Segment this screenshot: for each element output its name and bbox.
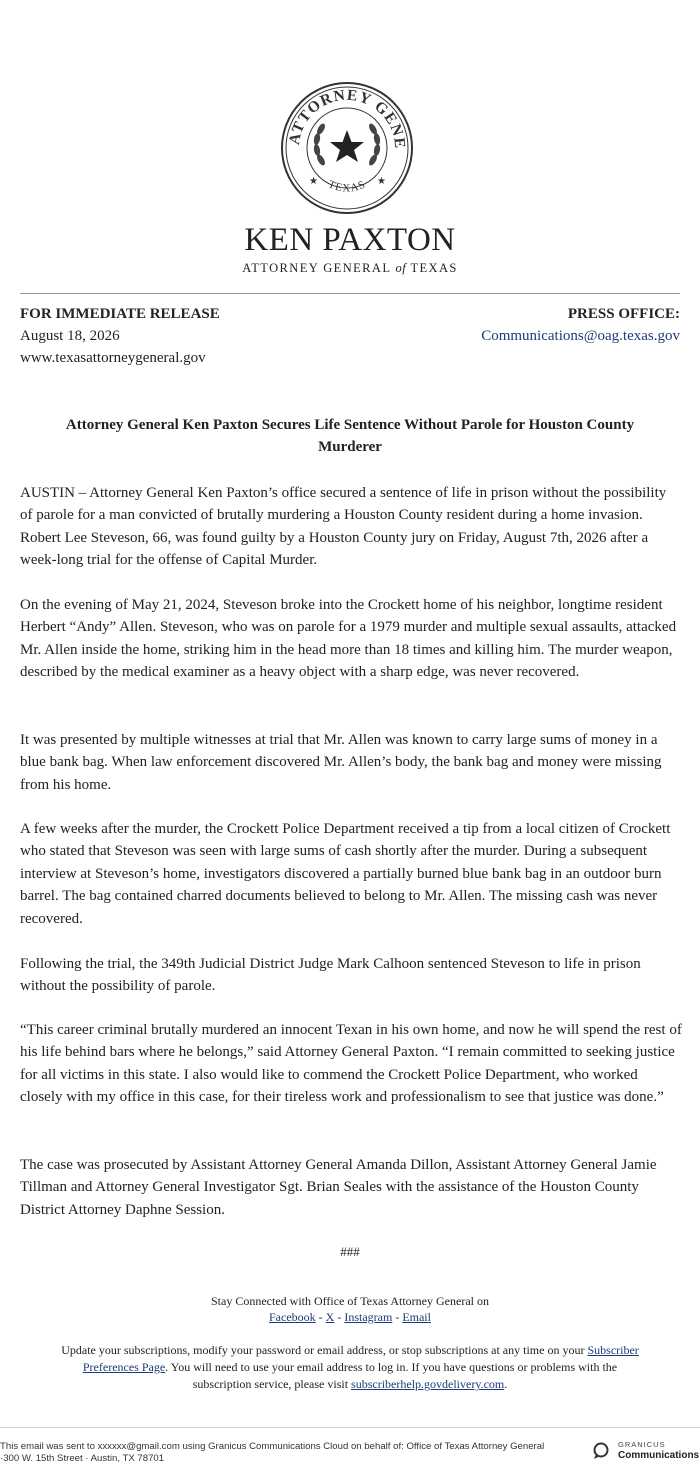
facebook-link[interactable]: Facebook xyxy=(269,1310,316,1324)
granicus-brand-top: GRANICUS xyxy=(618,1440,666,1449)
link-separator: - xyxy=(315,1310,326,1324)
subscription-notice xyxy=(60,1342,640,1393)
chat-bubble-icon xyxy=(592,1441,612,1461)
website-link[interactable]: www.texasattorneygeneral.gov xyxy=(20,350,206,366)
svg-text:★: ★ xyxy=(309,176,318,187)
instagram-link[interactable]: Instagram xyxy=(344,1310,393,1324)
link-separator: - xyxy=(334,1310,345,1324)
attorney-general-seal xyxy=(279,80,415,216)
footer-line-1: This email was sent to xxxxxx@gmail.com using Granicus Communications Cloud on behalf of: Office of Texas Attorney General xyxy=(0,1441,545,1452)
press-email-link[interactable]: Communications@oag.texas.gov xyxy=(481,328,680,344)
end-mark: ### xyxy=(340,1244,360,1259)
footer-text xyxy=(0,1441,590,1465)
seal-bottom-text: TEXAS xyxy=(326,178,368,195)
subscription-text-2: . You will need to use your email address to log in. If you have questions or problems with the subscription service, please visit xyxy=(165,1360,618,1391)
granicus-brand-bottom: Communications xyxy=(618,1450,700,1461)
press-office xyxy=(481,303,680,347)
release-info xyxy=(20,303,220,369)
header-divider xyxy=(20,293,680,294)
stay-connected-text: Stay Connected with Office of Texas Attorney General on xyxy=(211,1294,489,1308)
paragraph-7: The case was prosecuted by Assistant Attorney General Amanda Dillon, Assistant Attorney General Jamie Tillman and Attorney General Investigator Sgt. Brian Seales with the assistance of the Houston County District Attorney Daphne Session. xyxy=(20,1157,657,1218)
paragraph-5: Following the trial, the 349th Judicial District Judge Mark Calhoon sentenced Steveson to life in prison without the possibility of parole. xyxy=(20,956,641,995)
social-section xyxy=(0,1293,700,1325)
email-link[interactable]: Email xyxy=(402,1310,431,1324)
paragraph-4: A few weeks after the murder, the Crockett Police Department received a tip from a local citizen of Crockett who stated that Steveson was seen with large sums of cash shortly after the murder. During a subsequent interview at Steveson’s home, investigators discovered a partially burned blue bank bag in an outdoor burn barrel. The bag contained charred documents believed to belong to Mr. Allen. The missing cash was never recovered. xyxy=(20,821,671,927)
paragraph-1: AUSTIN – Attorney General Ken Paxton’s office secured a sentence of life in prison without the possibility of parole for a man convicted of brutally murdering a Houston County resident during a home invasion. Robert Lee Steveson, 66, was found guilty by a Houston County jury on Friday, August 7th, 2026 after a week-long trial for the offense of Capital Murder. xyxy=(20,485,667,569)
paragraph-6: “This career criminal brutally murdered an innocent Texan in his own home, and now he will spend the rest of his life behind bars where he belongs,” said Attorney General Paxton. “I remain committed to seeking justice for all victims in this state. I also would like to commend the Crockett Police Department, who worked closely with my office in this case, for their tireless work and professionalism to see that justice was done.” xyxy=(20,1022,682,1106)
subscriber-help-link[interactable]: subscriberhelp.govdelivery.com xyxy=(351,1377,505,1391)
seal-arc-text: ATTORNEY GENE xyxy=(285,86,409,150)
press-office-label: PRESS OFFICE: xyxy=(567,306,680,322)
paragraph-3: It was presented by multiple witnesses at trial that Mr. Allen was known to carry large sums of money in a blue bank bag. When law enforcement discovered Mr. Allen’s body, the bank bag and money were missing from his home. xyxy=(20,732,662,793)
article-title: Attorney General Ken Paxton Secures Life Sentence Without Parole for Houston County Murderer xyxy=(65,417,635,455)
footer-divider xyxy=(0,1427,700,1428)
brand-subtitle-pre: ATTORNEY GENERAL xyxy=(242,261,396,275)
brand-subtitle-of: of xyxy=(395,261,407,275)
subscription-text-3: . xyxy=(504,1377,508,1391)
granicus-logo[interactable] xyxy=(592,1439,700,1465)
brand-subtitle xyxy=(0,261,700,276)
svg-text:★: ★ xyxy=(377,176,386,187)
subscriber-preferences-link[interactable]: Subscriber Preferences Page xyxy=(82,1343,639,1374)
svg-text:TEXAS xyxy=(326,178,367,194)
subscription-text-1: Update your subscriptions, modify your password or email address, or stop subscriptions at any time on your xyxy=(61,1343,588,1357)
brand-subtitle-post: TEXAS xyxy=(406,261,458,275)
link-separator: - xyxy=(392,1310,403,1324)
x-link[interactable]: X xyxy=(325,1310,335,1324)
release-label: FOR IMMEDIATE RELEASE xyxy=(20,306,220,322)
paragraph-2: On the evening of May 21, 2024, Steveson broke into the Crockett home of his neighbor, longtime resident Herbert “Andy” Allen. Steveson, who was on parole for a 1979 murder and multiple sexual assaults, attacked Mr. Allen inside the home, striking him in the head more than 18 times and killing him. The murder weapon, described by the medical examiner as a heavy object with a sharp edge, was never recovered. xyxy=(20,597,677,681)
footer-line-2: ·300 W. 15th Street · Austin, TX 78701 xyxy=(0,1453,165,1464)
release-date: August 18, 2026 xyxy=(20,328,120,344)
brand-name: KEN PAXTON xyxy=(244,222,456,258)
social-links xyxy=(0,1309,700,1325)
